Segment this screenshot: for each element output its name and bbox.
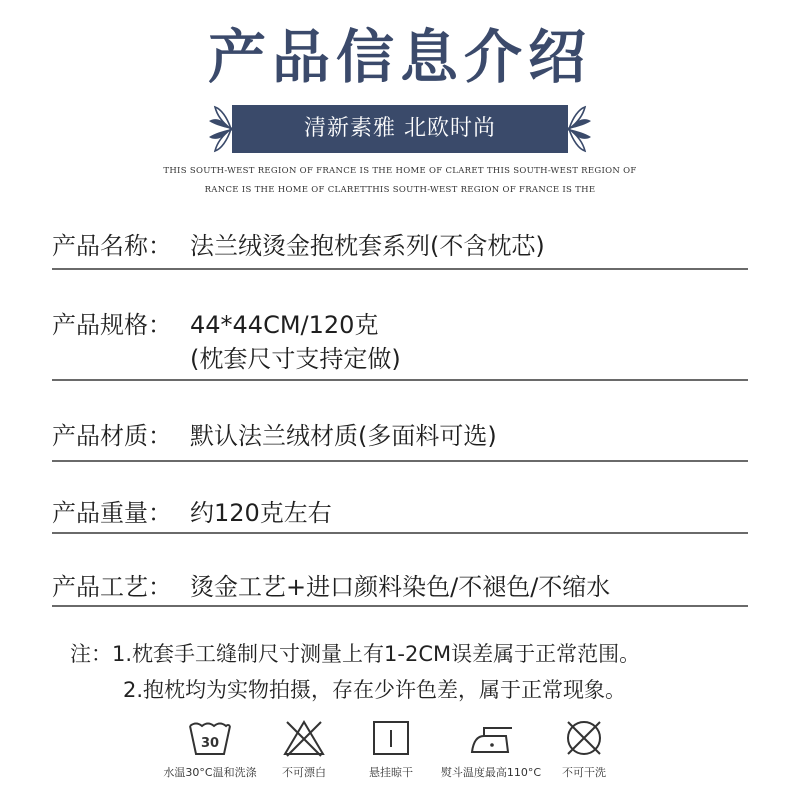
care-caption: 不可漂白: [282, 766, 326, 779]
iron-icon: [466, 718, 516, 758]
care-caption: 水温30°C温和洗涤: [163, 766, 257, 779]
spec-label: 产品规格：: [52, 311, 172, 339]
spec-value: 法兰绒烫金抱枕套系列(不含枕芯): [190, 232, 545, 260]
banner: [205, 103, 595, 155]
divider: [52, 379, 748, 381]
spec-value: 约120克左右: [190, 499, 332, 527]
divider: [52, 532, 748, 534]
spec-label: 产品重量：: [52, 499, 172, 527]
spec-row-material: [52, 416, 497, 451]
care-caption: 不可干洗: [562, 766, 606, 779]
wash-temp-text: 30: [200, 736, 220, 751]
spec-label: 产品材质：: [52, 422, 172, 450]
banner-text: 清新素雅 北欧时尚: [232, 105, 568, 153]
page-title: 产品信息介绍: [207, 23, 592, 91]
spec-row-name: [52, 226, 545, 261]
spec-value: 44*44CM/120克: [190, 311, 379, 339]
spec-row-size: [52, 305, 401, 373]
divider: [52, 460, 748, 462]
spec-row-craft: [52, 567, 610, 602]
spec-row-weight: [52, 493, 332, 528]
spec-value: 默认法兰绒材质(多面料可选): [190, 422, 497, 450]
care-item-hang-dry: [336, 718, 446, 780]
english-tagline: THIS SOUTH-WEST REGION OF FRANCE IS THE HOME OF CLARET THIS SOUTH-WEST REGION OF: [163, 166, 637, 176]
leaf-ornament-icon: [565, 103, 595, 155]
care-item-dry-clean: [529, 718, 639, 780]
spec-value: 烫金工艺+进口颜料染色/不褪色/不缩水: [190, 573, 611, 601]
spec-label: 产品名称：: [52, 232, 172, 260]
divider: [52, 268, 748, 270]
wash-30-icon: [187, 718, 233, 758]
divider: [52, 605, 748, 607]
no-dry-clean-icon: [561, 718, 607, 758]
spec-label: 产品工艺：: [52, 573, 172, 601]
note-line-1: 注：1.枕套手工缝制尺寸测量上有1-2CM误差属于正常范围。: [70, 642, 641, 666]
care-caption: 熨斗温度最高110°C: [440, 766, 542, 779]
no-bleach-icon: [281, 718, 327, 758]
english-tagline: RANCE IS THE HOME OF CLARETTHIS SOUTH-WEST REGION OF FRANCE IS THE: [204, 185, 596, 195]
hang-dry-icon: [368, 718, 414, 758]
leaf-ornament-icon: [205, 103, 235, 155]
note-line-2: 2.抱枕均为实物拍摄，存在少许色差，属于正常现象。: [123, 678, 627, 702]
spec-value-note: (枕套尺寸支持定做): [190, 345, 401, 373]
care-caption: 悬挂晾干: [369, 766, 413, 779]
